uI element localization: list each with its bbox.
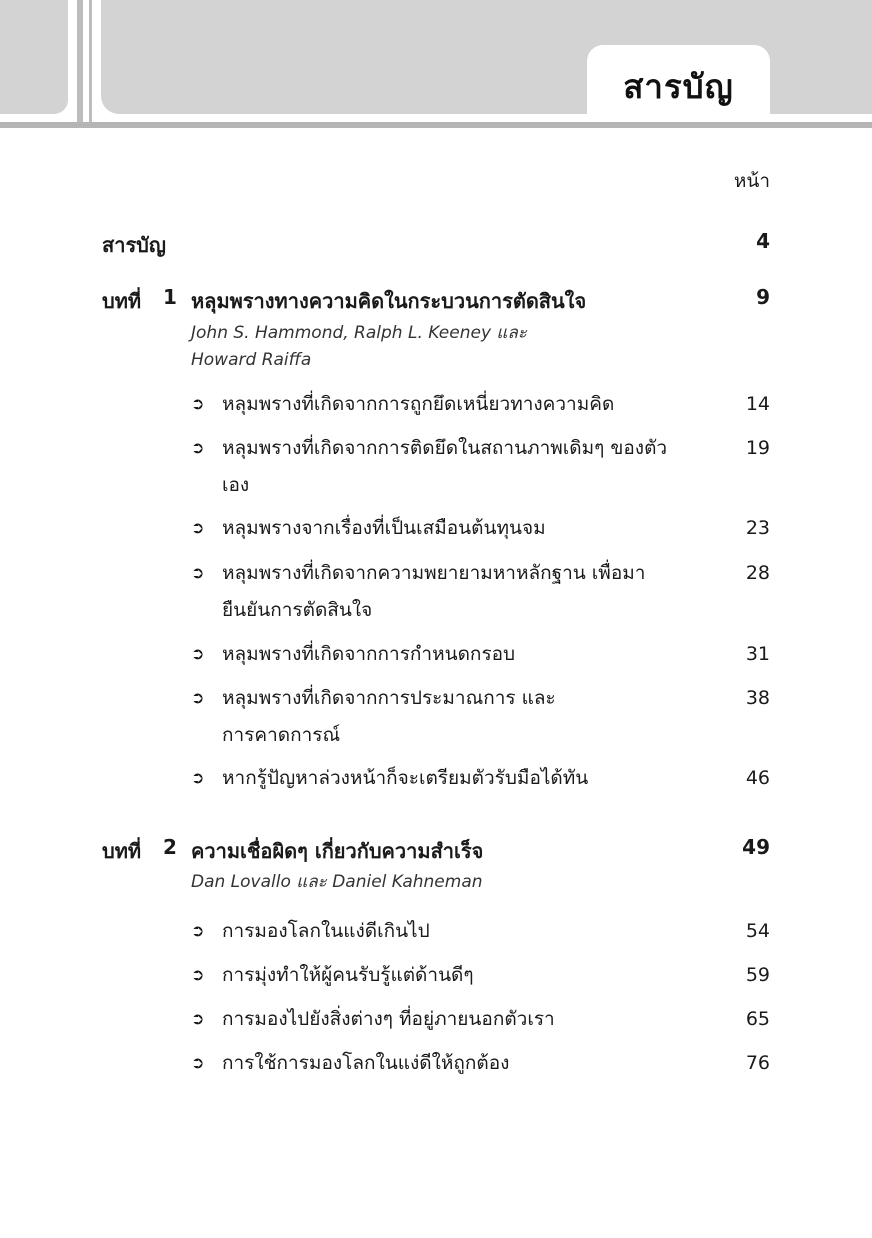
chapter-page: 49 xyxy=(742,835,770,859)
arrow-circle-icon: ➲ xyxy=(191,438,205,457)
chapter-prefix: บทที่ xyxy=(102,839,142,863)
header-rule xyxy=(0,122,872,128)
arrow-circle-icon: ➲ xyxy=(191,1053,205,1072)
arrow-circle-icon: ➲ xyxy=(191,921,205,940)
item-text: การมองไปยังสิ่งต่างๆ ที่อยู่ภายนอกตัวเรา xyxy=(222,1008,555,1030)
item-page: 31 xyxy=(745,643,770,665)
item-text: หลุมพรางจากเรื่องที่เป็นเสมือนต้นทุนจม xyxy=(222,517,546,539)
chapter-1-authors xyxy=(191,320,527,374)
item-page: 19 xyxy=(745,437,770,459)
item-text: หากรู้ปัญหาล่วงหน้าก็จะเตรียมตัวรับมือได้ทัน xyxy=(222,767,589,789)
chapter-number: 1 xyxy=(163,285,177,309)
authors-line: Howard Raiffa xyxy=(191,350,312,370)
item-page: 14 xyxy=(745,393,770,415)
item-text: หลุมพรางที่เกิดจากการกำหนดกรอบ xyxy=(222,643,516,665)
item-text: การมุ่งทำให้ผู้คนรับรู้แต่ด้านดีๆ xyxy=(222,964,474,986)
arrow-circle-icon: ➲ xyxy=(191,1009,205,1028)
chapter-2-authors xyxy=(191,869,483,896)
item-text: หลุมพรางที่เกิดจากการติดยึดในสถานภาพเดิมๆ ของตัวเอง xyxy=(222,437,668,496)
item-text: หลุมพรางที่เกิดจากความพยายามหาหลักฐาน เพื่อมายืนยันการตัดสินใจ xyxy=(222,562,646,621)
page-title: สารบัญ xyxy=(623,67,734,106)
item-page: 76 xyxy=(745,1052,770,1074)
chapter-title: ความเชื่อผิดๆ เกี่ยวกับความสำเร็จ xyxy=(191,839,484,863)
item-page: 28 xyxy=(745,562,770,584)
item-page: 38 xyxy=(745,687,770,709)
header-panel-left xyxy=(0,0,68,114)
page-column-label: หน้า xyxy=(733,170,770,192)
item-page: 54 xyxy=(745,920,770,942)
arrow-circle-icon: ➲ xyxy=(191,768,205,787)
item-text: หลุมพรางที่เกิดจากการถูกยึดเหนี่ยวทางความคิด xyxy=(222,393,615,415)
chapter-number: 2 xyxy=(163,835,177,859)
chapter-page: 9 xyxy=(756,285,770,309)
arrow-circle-icon: ➲ xyxy=(191,563,205,582)
arrow-circle-icon: ➲ xyxy=(191,394,205,413)
header-divider xyxy=(77,0,83,122)
item-page: 65 xyxy=(745,1008,770,1030)
item-page: 46 xyxy=(745,767,770,789)
item-page: 23 xyxy=(745,517,770,539)
authors-line: John S. Hammond, Ralph L. Keeney และ xyxy=(191,323,527,343)
arrow-circle-icon: ➲ xyxy=(191,518,205,537)
authors-line: Dan Lovallo และ Daniel Kahneman xyxy=(191,872,483,892)
toc-entry-label: สารบัญ xyxy=(102,233,166,257)
chapter-title: หลุมพรางทางความคิดในกระบวนการตัดสินใจ xyxy=(191,289,587,313)
toc-entry-page: 4 xyxy=(756,229,770,253)
item-text: หลุมพรางที่เกิดจากการประมาณการ และการคาดการณ์ xyxy=(222,687,556,746)
arrow-circle-icon: ➲ xyxy=(191,688,205,707)
item-text: การมองโลกในแง่ดีเกินไป xyxy=(222,920,430,942)
item-text: การใช้การมองโลกในแง่ดีให้ถูกต้อง xyxy=(222,1052,510,1074)
header-divider xyxy=(89,0,92,122)
arrow-circle-icon: ➲ xyxy=(191,965,205,984)
chapter-prefix: บทที่ xyxy=(102,289,142,313)
arrow-circle-icon: ➲ xyxy=(191,644,205,663)
item-page: 59 xyxy=(745,964,770,986)
